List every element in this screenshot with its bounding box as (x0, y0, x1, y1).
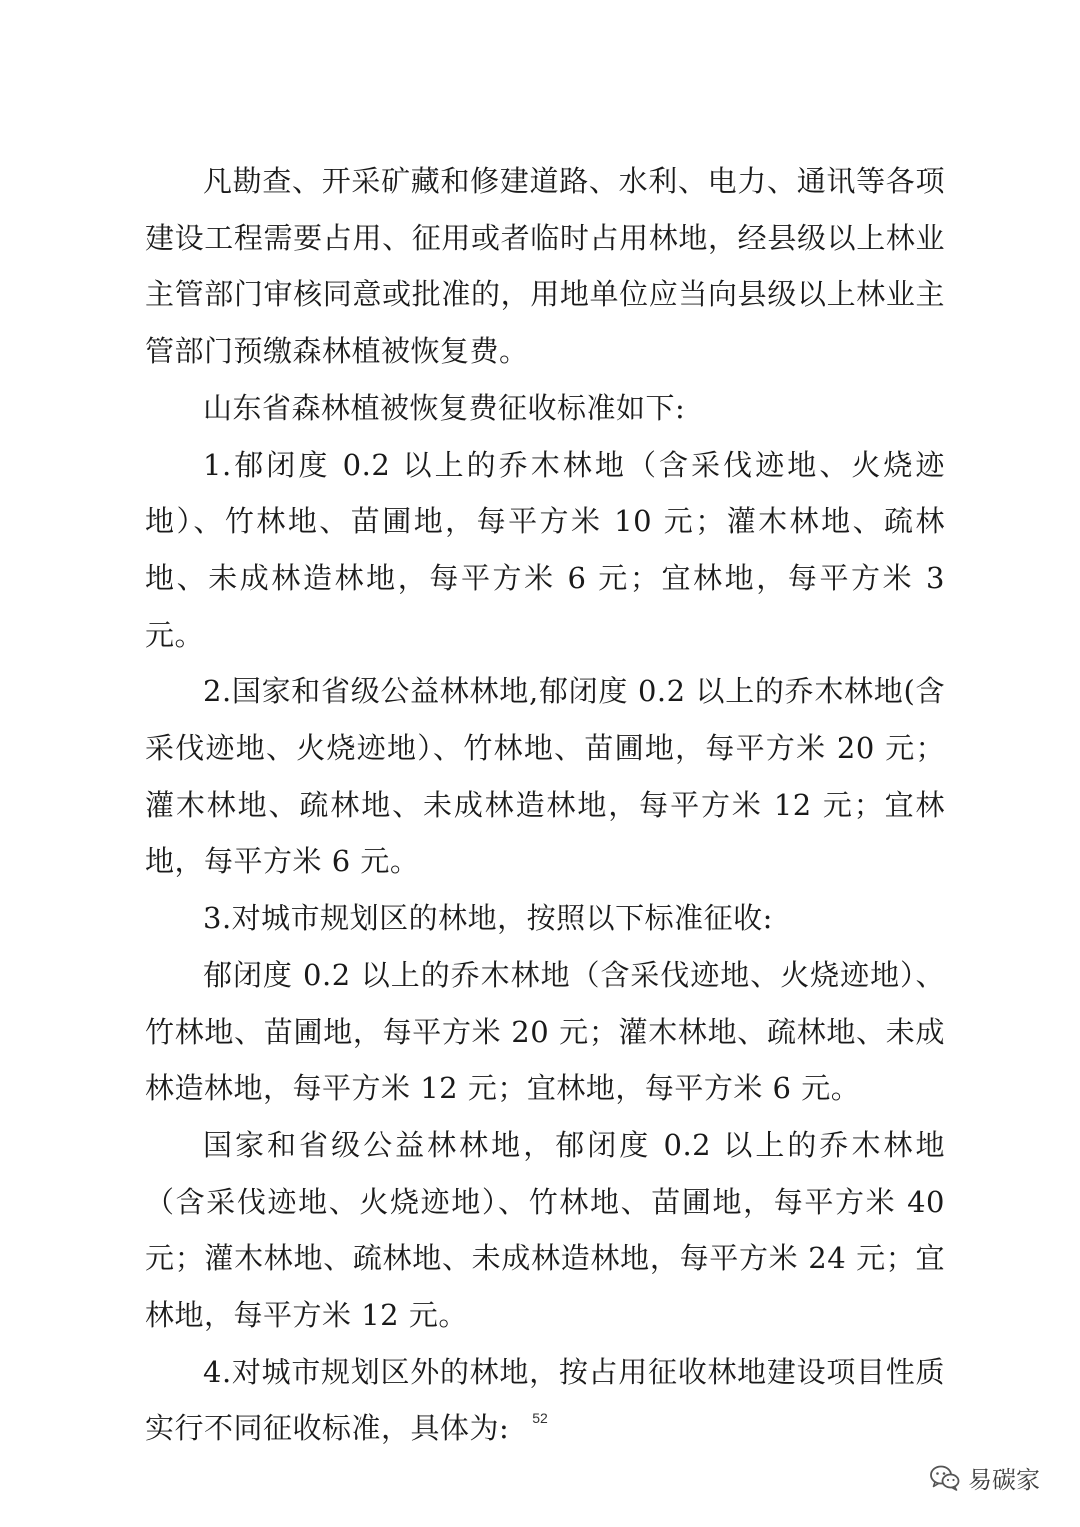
paragraph-item-4: 4.对城市规划区外的林地，按占用征收林地建设项目性质实行不同征收标准，具体为: (145, 1354, 945, 1446)
page-number: 52 (532, 1410, 548, 1426)
document-body (145, 153, 945, 1457)
paragraph-standards-heading: 山东省森林植被恢复费征收标准如下: (203, 390, 686, 425)
paragraph-item-3-public-forest: 国家和省级公益林林地，郁闭度 0.2 以上的乔木林地（含采伐迹地、火烧迹地）、竹林地、苗圃地，每平方米 40 元；灌木林地、疏林地、未成林造林地，每平方米 24 元；宜林地，每平方米 12 元。 (145, 1127, 945, 1333)
paragraph-item-3: 3.对城市规划区的林地，按照以下标准征收: (203, 901, 773, 936)
watermark (930, 1460, 1040, 1495)
watermark-text: 易碳家 (968, 1466, 1040, 1494)
wechat-icon (930, 1465, 960, 1491)
paragraph-item-2: 2.国家和省级公益林林地,郁闭度 0.2 以上的乔木林地(含采伐迹地、火烧迹地）、竹林地、苗圃地，每平方米 20 元；灌木林地、疏林地、未成林造林地，每平方米 12 元；宜林地，每平方米 6 元。 (145, 674, 945, 879)
paragraph-intro: 凡勘查、开采矿藏和修建道路、水利、电力、通讯等各项建设工程需要占用、征用或者临时占用林地，经县级以上林业主管部门审核同意或批准的，用地单位应当向县级以上林业主管部门预缴森林植被恢复费。 (145, 164, 945, 369)
paragraph-item-3-general: 郁闭度 0.2 以上的乔木林地（含采伐迹地、火烧迹地）、竹林地、苗圃地，每平方米 20 元；灌木林地、疏林地、未成林造林地，每平方米 12 元；宜林地，每平方米 6 元。 (145, 957, 945, 1106)
paragraph-item-1: 1.郁闭度 0.2 以上的乔木林地（含采伐迹地、火烧迹地）、竹林地、苗圃地，每平方米 10 元；灌木林地、疏林地、未成林造林地，每平方米 6 元；宜林地，每平方米 3 元。 (145, 447, 945, 652)
